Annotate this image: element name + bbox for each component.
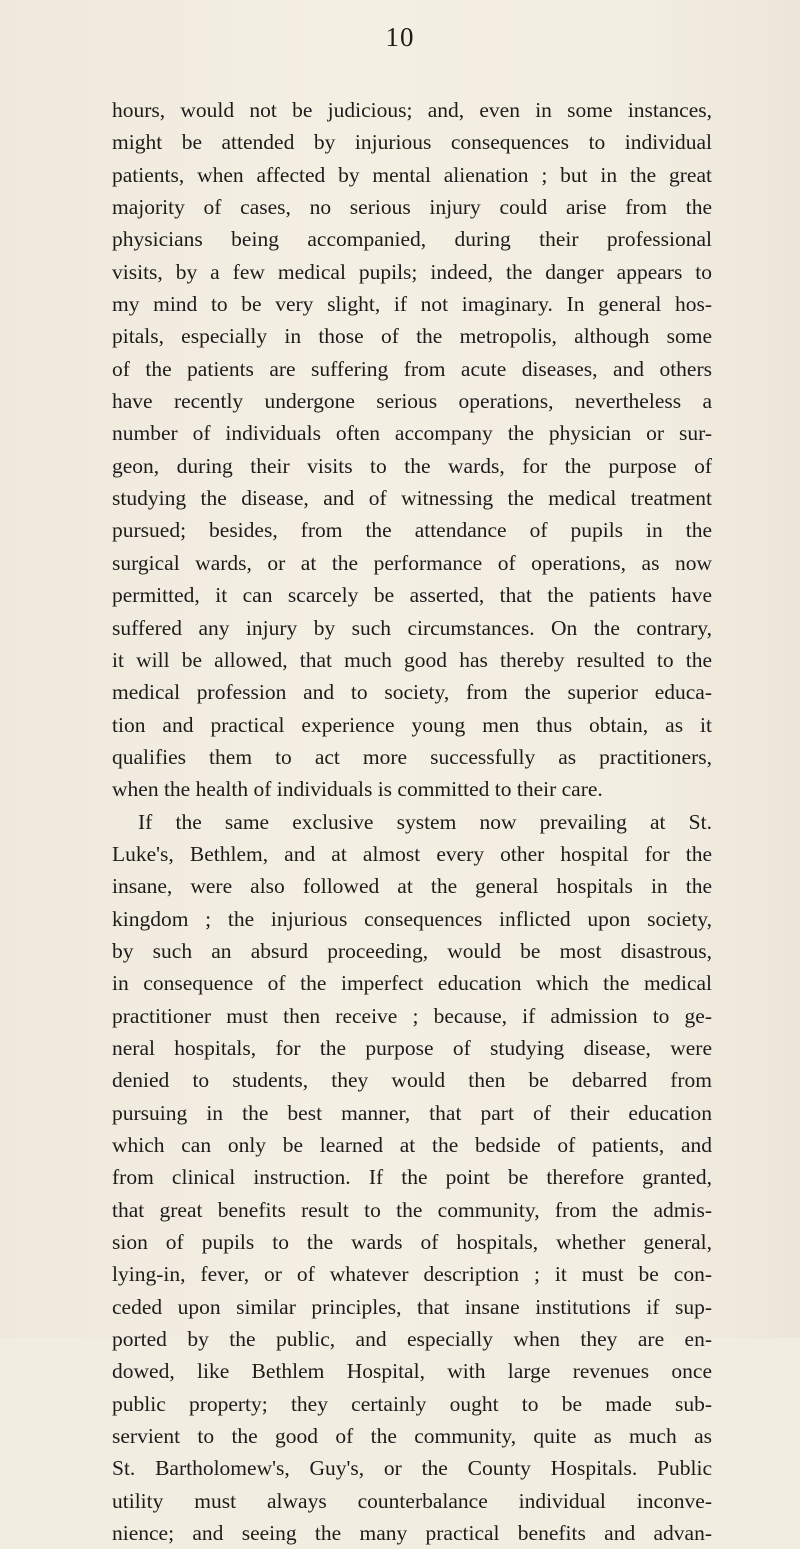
text-line: servient to the good of the community, quite as much as <box>112 1424 712 1449</box>
text-line: number of individuals often accompany the physician or sur- <box>112 421 712 446</box>
text-line: studying the disease, and of witnessing the medical treatment <box>112 486 712 511</box>
text-line: when the health of individuals is committed to their care. <box>112 777 603 802</box>
text-line: geon, during their visits to the wards, for the purpose of <box>112 453 712 478</box>
text-line: majority of cases, no serious injury could arise from the <box>112 195 712 220</box>
text-line: denied to students, they would then be debarred from <box>112 1068 712 1093</box>
text-line: surgical wards, or at the performance of operations, as now <box>112 550 712 575</box>
paragraph-start-line: If the same exclusive system now prevailing at St. <box>138 809 712 834</box>
text-line: sion of pupils to the wards of hospitals, whether general, <box>112 1230 712 1255</box>
text-line: permitted, it can scarcely be asserted, that the patients have <box>112 583 712 608</box>
text-line: in consequence of the imperfect education which the medical <box>112 971 712 996</box>
text-line: pursued; besides, from the attendance of pupils in the <box>112 518 712 543</box>
text-line: nience; and seeing the many practical benefits and advan- <box>112 1521 712 1546</box>
text-line: neral hospitals, for the purpose of studying disease, were <box>112 1035 712 1060</box>
text-line: qualifies them to act more successfully as practitioners, <box>112 744 712 769</box>
text-line: kingdom ; the injurious consequences inflicted upon society, <box>112 906 712 931</box>
text-line: suffered any injury by such circumstances. On the contrary, <box>112 615 712 640</box>
text-line: from clinical instruction. If the point be therefore granted, <box>112 1165 712 1190</box>
text-line: lying-in, fever, or of whatever description ; it must be con- <box>112 1262 712 1287</box>
text-line: practitioner must then receive ; because, if admission to ge- <box>112 1003 712 1028</box>
text-line: it will be allowed, that much good has thereby resulted to the <box>112 647 712 672</box>
text-line: of the patients are suffering from acute diseases, and others <box>112 356 712 381</box>
text-line: pursuing in the best manner, that part of their education <box>112 1100 712 1125</box>
text-line: physicians being accompanied, during their professional <box>112 227 712 252</box>
text-line: which can only be learned at the bedside of patients, and <box>112 1133 712 1157</box>
text-line: pitals, especially in those of the metropolis, although some <box>112 324 712 349</box>
page-number: 10 <box>385 22 415 52</box>
text-line: tion and practical experience young men thus obtain, as it <box>112 712 712 737</box>
text-line: by such an absurd proceeding, would be most disastrous, <box>112 938 712 963</box>
text-line: St. Bartholomew's, Guy's, or the County Hospitals. Public <box>112 1456 712 1481</box>
body-text <box>112 94 712 1549</box>
text-line: hours, would not be judicious; and, even in some instances, <box>112 98 712 122</box>
text-line: medical profession and to society, from the superior educa- <box>112 680 712 705</box>
text-line: ported by the public, and especially when they are en- <box>112 1327 712 1352</box>
text-line: ceded upon similar principles, that insane institutions if sup- <box>112 1294 712 1319</box>
text-line: have recently undergone serious operations, nevertheless a <box>112 389 712 414</box>
text-line: might be attended by injurious consequences to individual <box>112 130 712 155</box>
text-line: patients, when affected by mental alienation ; but in the great <box>112 162 712 187</box>
text-line: that great benefits result to the community, from the admis- <box>112 1197 712 1222</box>
text-line: visits, by a few medical pupils; indeed, the danger appears to <box>112 259 712 284</box>
text-line: my mind to be very slight, if not imaginary. In general hos- <box>112 292 712 317</box>
text-line: insane, were also followed at the general hospitals in the <box>112 874 712 899</box>
text-line: public property; they certainly ought to be made sub- <box>112 1391 712 1416</box>
text-line: dowed, like Bethlem Hospital, with large revenues once <box>112 1359 712 1384</box>
text-line: utility must always counterbalance individual inconve- <box>112 1488 712 1513</box>
text-line: Luke's, Bethlem, and at almost every other hospital for the <box>112 841 712 866</box>
